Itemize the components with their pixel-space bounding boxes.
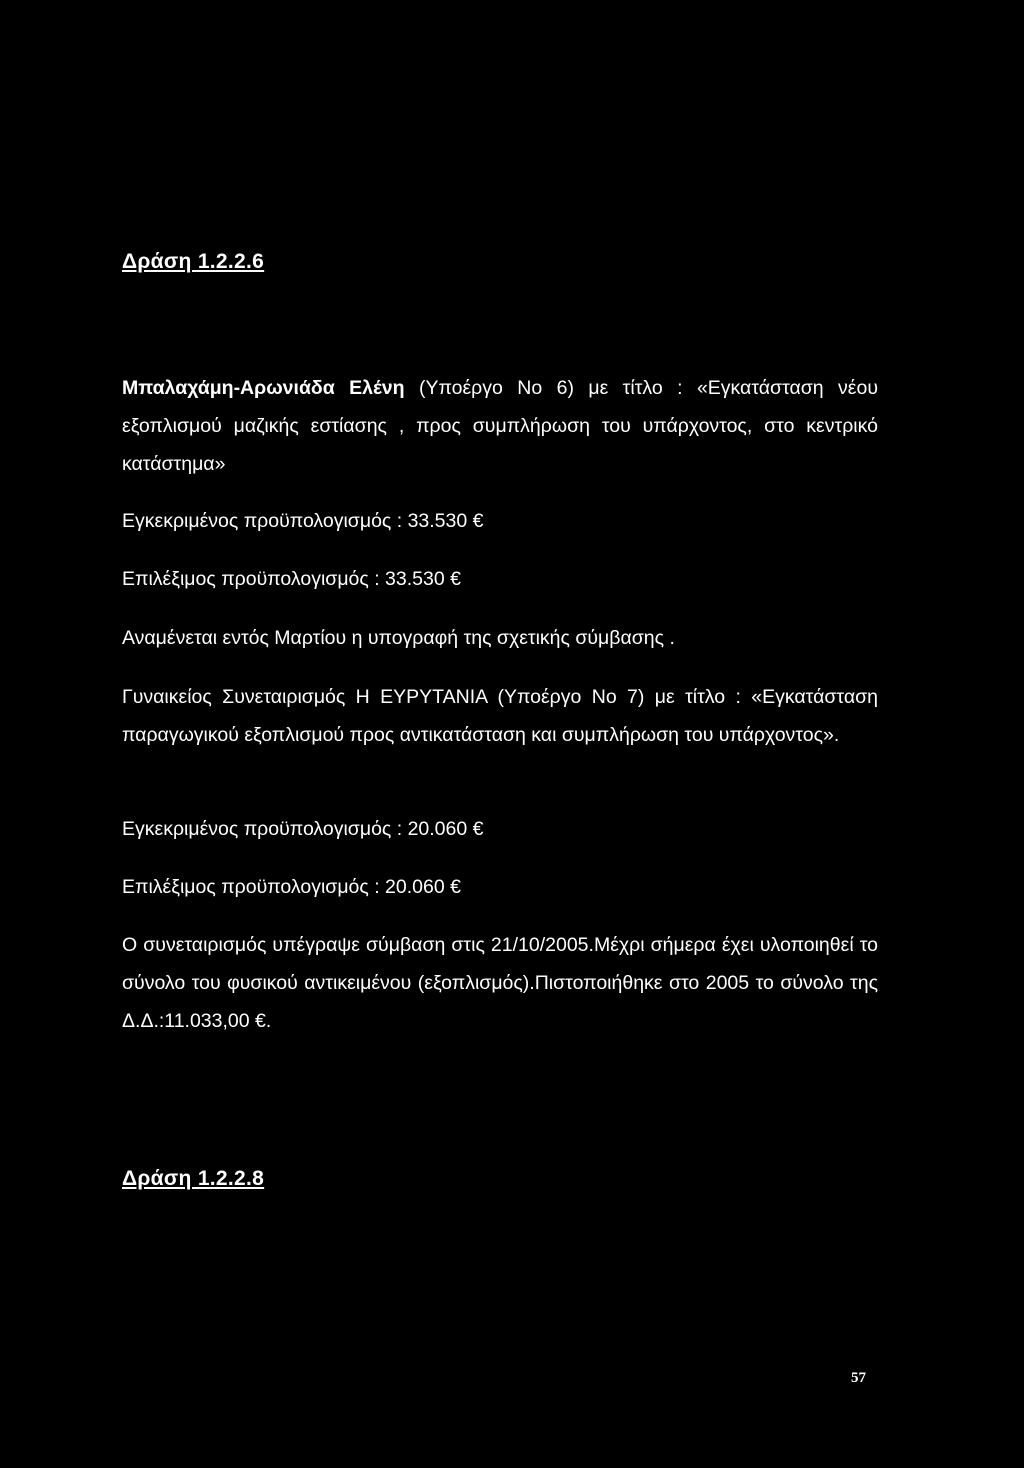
project1-description (122, 369, 878, 483)
section-heading-1-2-2-8: Δράση 1.2.2.8 (122, 1167, 265, 1190)
project1-approved-budget: Εγκεκριμένος προϋπολογισμός : 33.530 € (122, 510, 484, 532)
project2-approved-budget: Εγκεκριμένος προϋπολογισμός : 20.060 € (122, 818, 484, 840)
project1-beneficiary: Μπαλαχάμη-Αρωνιάδα Ελένη (122, 377, 405, 399)
project1-eligible-budget: Επιλέξιμος προϋπολογισμός : 33.530 € (122, 568, 461, 590)
project2-eligible-budget: Επιλέξιμος προϋπολογισμός : 20.060 € (122, 876, 461, 898)
section-heading-1-2-2-6: Δράση 1.2.2.6 (122, 250, 265, 273)
project1-status: Αναμένεται εντός Μαρτίου η υπογραφή της σχετικής σύμβασης . (122, 627, 675, 649)
page-number: 57 (851, 1370, 866, 1386)
project1-title: (Υποέργο Νο 6) με τίτλο : «Εγκατάσταση νέου εξοπλισμού μαζικής εστίασης , προς συμπλήρωση του υπάρχοντος, στο κεντρικό κατάστημα» (122, 377, 879, 475)
project2-description: Γυναικείος Συνεταιρισμός Η ΕΥΡΥΤΑΝΙΑ (Υποέργο Νο 7) με τίτλο : «Εγκατάσταση παραγωγικού εξοπλισμού προς αντικατάσταση και συμπλήρωση του υπάρχοντος». (122, 686, 878, 746)
project2-status: Ο συνεταιρισμός υπέγραψε σύμβαση στις 21/10/2005.Μέχρι σήμερα έχει υλοποιηθεί το σύνολο του φυσικού αντικειμένου (εξοπλισμός).Πιστοποιήθηκε στο 2005 το σύνολο της Δ.Δ.:11.033,00 €. (122, 934, 878, 1032)
